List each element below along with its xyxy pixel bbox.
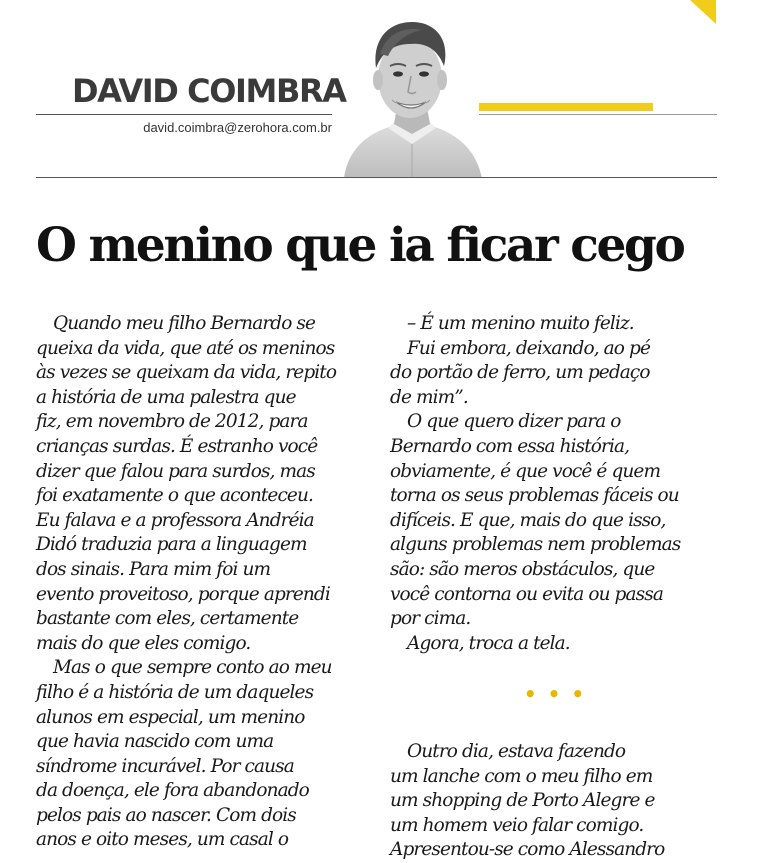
accent-bar — [479, 103, 653, 111]
text-line: Eu falava e a professora Andréia — [36, 509, 314, 531]
text-line: mais do que eles comigo. — [36, 632, 251, 654]
text-line: – É um menino muito feliz. — [407, 313, 634, 334]
article-column-right — [390, 312, 720, 656]
corner-accent — [690, 0, 716, 24]
text-line: do portão de ferro, um pedaço — [390, 362, 650, 384]
text-line: pelos pais ao nascer. Com dois — [36, 804, 296, 826]
author-name: DAVID COIMBRA — [72, 72, 346, 110]
text-line: a história de uma palestra que — [36, 386, 296, 408]
text-line: filho é a história de um daqueles — [36, 681, 314, 703]
author-portrait — [326, 10, 498, 178]
text-line: evento proveitoso, porque aprendi — [36, 583, 330, 605]
text-line: dos sinais. Para mim foi um — [36, 558, 271, 580]
section-separator: • • • — [523, 682, 587, 706]
text-line: Didó traduzia para a linguagem — [36, 534, 307, 556]
text-line: um homem veio falar comigo. — [390, 814, 644, 836]
text-line: Outro dia, estava fazendo — [407, 741, 626, 762]
author-email[interactable]: david.coimbra@zerohora.com.br — [143, 120, 332, 135]
text-line: obviamente, é que você é quem — [390, 460, 661, 482]
text-line: você contorna ou evita ou passa — [390, 583, 663, 605]
text-line: que havia nascido com uma — [36, 731, 274, 753]
text-line: um shopping de Porto Alegre e — [390, 790, 655, 812]
author-rule — [36, 114, 332, 115]
text-line: Agora, troca a tela. — [407, 632, 570, 654]
text-line: fiz, em novembro de 2012, para — [36, 411, 308, 433]
text-line: alunos em especial, um menino — [36, 706, 305, 728]
text-line: alguns problemas nem problemas — [390, 534, 681, 556]
text-line: Mas o que sempre conto ao meu — [53, 657, 332, 679]
text-line: um lanche com o meu filho em — [390, 765, 653, 787]
article-column-right-continued — [390, 740, 720, 863]
text-line: da doença, ele fora abandonado — [36, 780, 309, 802]
text-line: às vezes se queixam da vida, repito — [36, 362, 337, 384]
text-line: anos e oito meses, um casal o — [36, 829, 289, 851]
text-line: O que quero dizer para o — [407, 411, 621, 433]
text-line: Apresentou-se como Alessandro — [390, 839, 665, 861]
text-line: dizer que falou para surdos, mas — [36, 460, 315, 482]
text-line: torna os seus problemas fáceis ou — [390, 485, 679, 507]
text-line: por cima. — [390, 608, 471, 630]
accent-rule — [479, 114, 717, 115]
text-line: de mim”. — [390, 386, 468, 408]
text-line: Quando meu filho Bernardo se — [53, 313, 316, 334]
text-line: Bernardo com essa história, — [390, 435, 630, 457]
text-line: Fui embora, deixando, ao pé — [407, 337, 651, 359]
text-line: são: são meros obstáculos, que — [390, 558, 655, 580]
article-headline: O menino que ia ficar cego — [36, 218, 684, 273]
text-line: queixa da vida, que até os meninos — [36, 337, 335, 359]
text-line: síndrome incurável. Por causa — [36, 755, 294, 777]
text-line: crianças surdas. É estranho você — [36, 435, 318, 457]
text-line: difíceis. E que, mais do que isso, — [390, 509, 666, 531]
text-line: foi exatamente o que aconteceu. — [36, 485, 313, 507]
article-column-left — [36, 312, 366, 853]
header-divider — [36, 177, 717, 178]
text-line: bastante com eles, certamente — [36, 608, 299, 630]
